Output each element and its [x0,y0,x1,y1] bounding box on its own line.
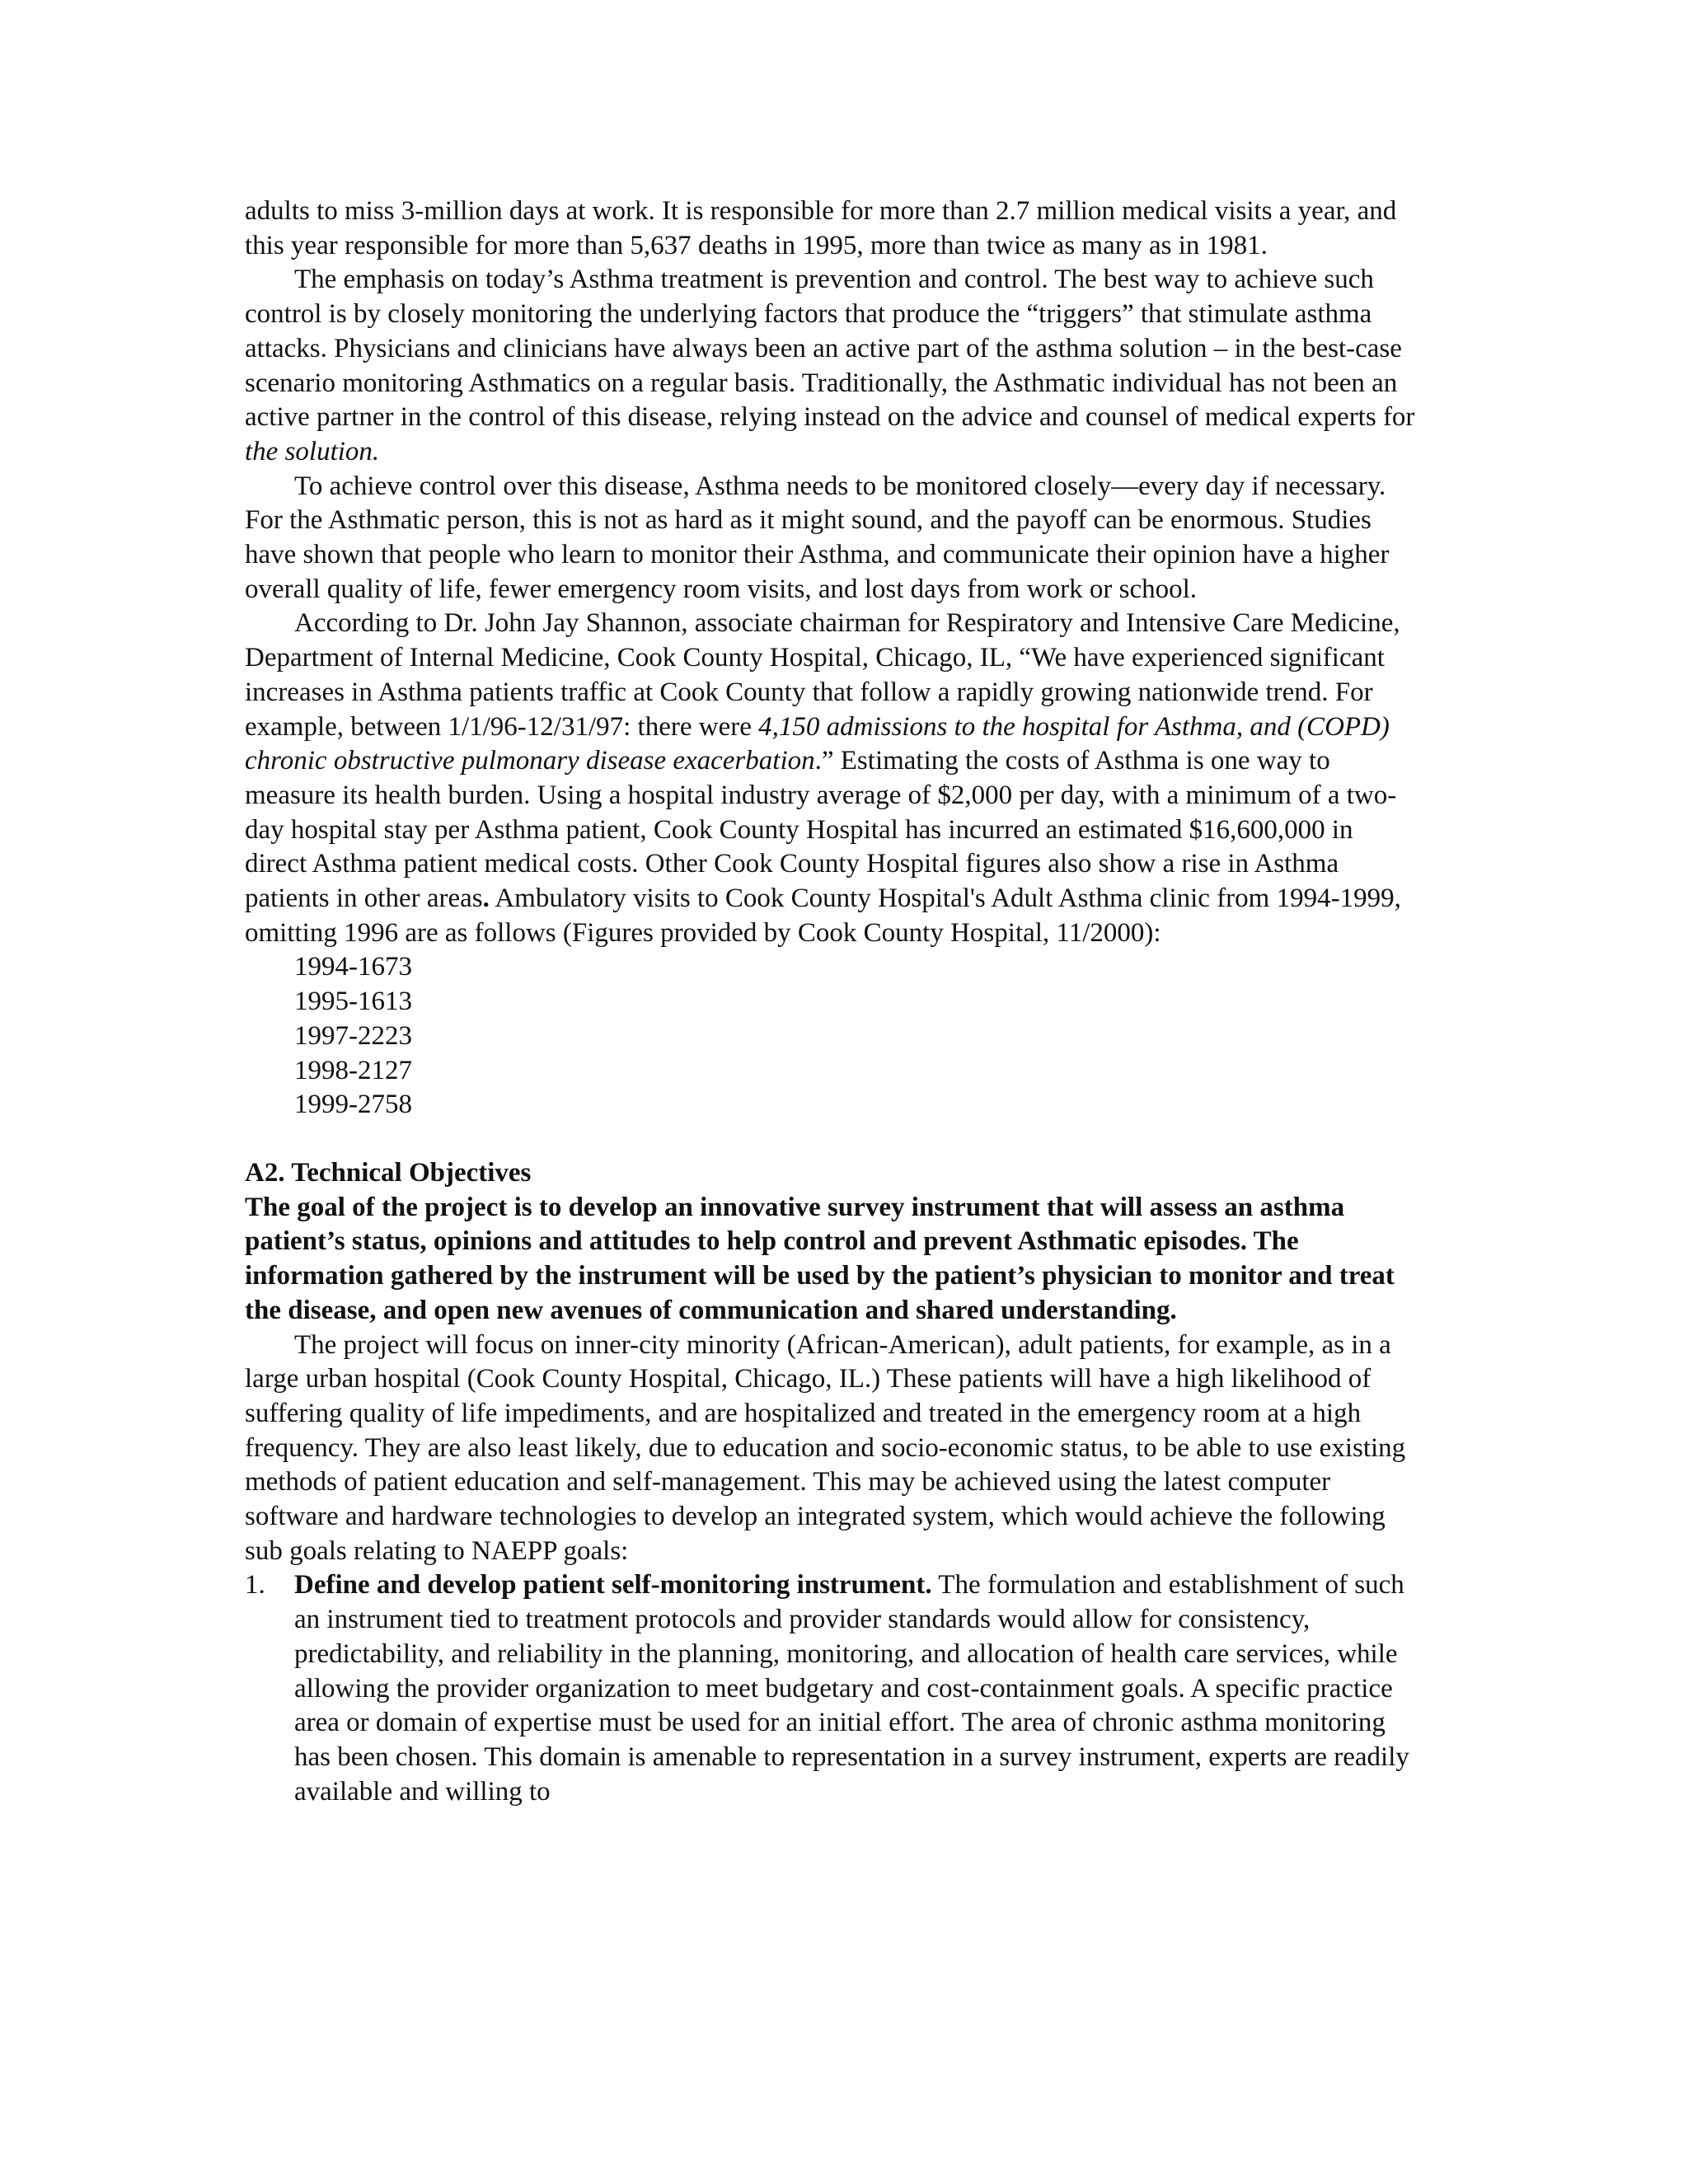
list-text: The formulation and establishment of such an instrument tied to treatment protocols and provider standards would allow for consistency, predictability, and reliability in the planning, monitoring, and allocation of health care services, while allowing the provider organization to meet budgetary and cost-containment goals. A specific practice area or domain of expertise must be used for an initial effort. The area of chronic asthma monitoring has been chosen. This domain is amenable to representation in a survey instrument, experts are readily available and willing to [294,1570,1409,1807]
section-spacer [245,1122,1415,1156]
visit-figures-list [245,950,1415,1122]
paragraph-text: Ambulatory visits to Cook County Hospital's Adult Asthma clinic from 1994-1999, omitting 1996 are as follows (Figures provided by Cook County Hospital, 11/2000): [245,883,1401,948]
list-item [245,1568,1415,1809]
paragraph-text: .” Estimating the costs of Asthma is one way to measure its health burden. Using a hospital industry average of $2,000 per day, with a minimum of a two-day hospital stay per Asthma patient, Cook County Hospital has incurred an estimated $16,600,000 in direct Asthma patient medical costs. Other Cook County Hospital figures also show a rise in Asthma patients in other areas [245,746,1397,914]
paragraph-cook-county [245,607,1415,950]
visit-figure: 1997-2223 [294,1020,412,1051]
paragraph-text: According to Dr. John Jay Shannon, associate chairman for Respiratory and Intensive Care Medicine, Department of Internal Medicine, Cook County Hospital, Chicago, IL, “We have experienced significant increases in Asthma patients traffic at Cook County that follow a rapidly growing nationwide trend. For example, between 1/1/96-12/31/97: there were [245,608,1400,742]
visit-figure: 1994-1673 [294,952,412,982]
visit-figure: 1998-2127 [294,1055,412,1085]
paragraph-project-focus: The project will focus on inner-city minority (African-American), adult patients, for example, as in a large urban hospital (Cook County Hospital, Chicago, IL.) These patients will have a high likelihood of suffering quality of life impediments, and are hospitalized and treated in the emergency room at a high frequency. They are also least likely, due to education and socio-economic status, to be able to use existing methods of patient education and self-management. This may be achieved using the latest computer software and hardware technologies to develop an integrated system, which would achieve the following sub goals relating to NAEPP goals: [245,1329,1406,1566]
visit-figure: 1995-1613 [294,987,412,1017]
paragraph-monitoring: To achieve control over this disease, Asthma needs to be monitored closely—every day if necessary. For the Asthmatic person, this is not as hard as it might sound, and the payoff can be enormous. Studies have shown that people who learn to monitor their Asthma, and communicate their opinion have a higher overall quality of life, fewer emergency room visits, and lost days from work or school. [245,471,1390,604]
paragraph-prevention-control [245,263,1415,469]
bold-period: . [482,883,490,914]
section-heading: A2. Technical Objectives [245,1157,532,1188]
project-goal: The goal of the project is to develop an innovative survey instrument that will assess an asthma patient’s status, opinions and attitudes to help control and prevent Asthmatic episodes. The information gathered by the instrument will be used by the patient’s physician to monitor and treat the disease, and open new avenues of communication and shared understanding. [245,1192,1395,1325]
paragraph-text: The emphasis on today’s Asthma treatment is prevention and control. The best way to achieve such control is by closely monitoring the underlying factors that produce the “triggers” that stimulate asthma attacks. Physicians and clinicians have always been an active part of the asthma solution – in the best-case scenario monitoring Asthmatics on a regular basis. Traditionally, the Asthmatic individual has not been an active partner in the control of this disease, relying instead on the advice and counsel of medical experts for [245,265,1415,433]
list-number: 1. [245,1570,265,1601]
document-page [245,194,1415,1809]
list-bold-lead: Define and develop patient self-monitoring instrument. [294,1570,932,1601]
visit-figure: 1999-2758 [294,1090,412,1120]
paragraph-asthma-burden: adults to miss 3-million days at work. It is responsible for more than 2.7 million medical visits a year, and this year responsible for more than 5,637 deaths in 1995, more than twice as many as in 1981. [245,196,1397,260]
italic-phrase: the solution. [245,436,380,466]
list-body [294,1568,1415,1809]
italic-admissions: 4,150 admissions to the hospital for Asthma, and (COPD) chronic obstructive pulmonary disease exacerbation [245,711,1390,776]
